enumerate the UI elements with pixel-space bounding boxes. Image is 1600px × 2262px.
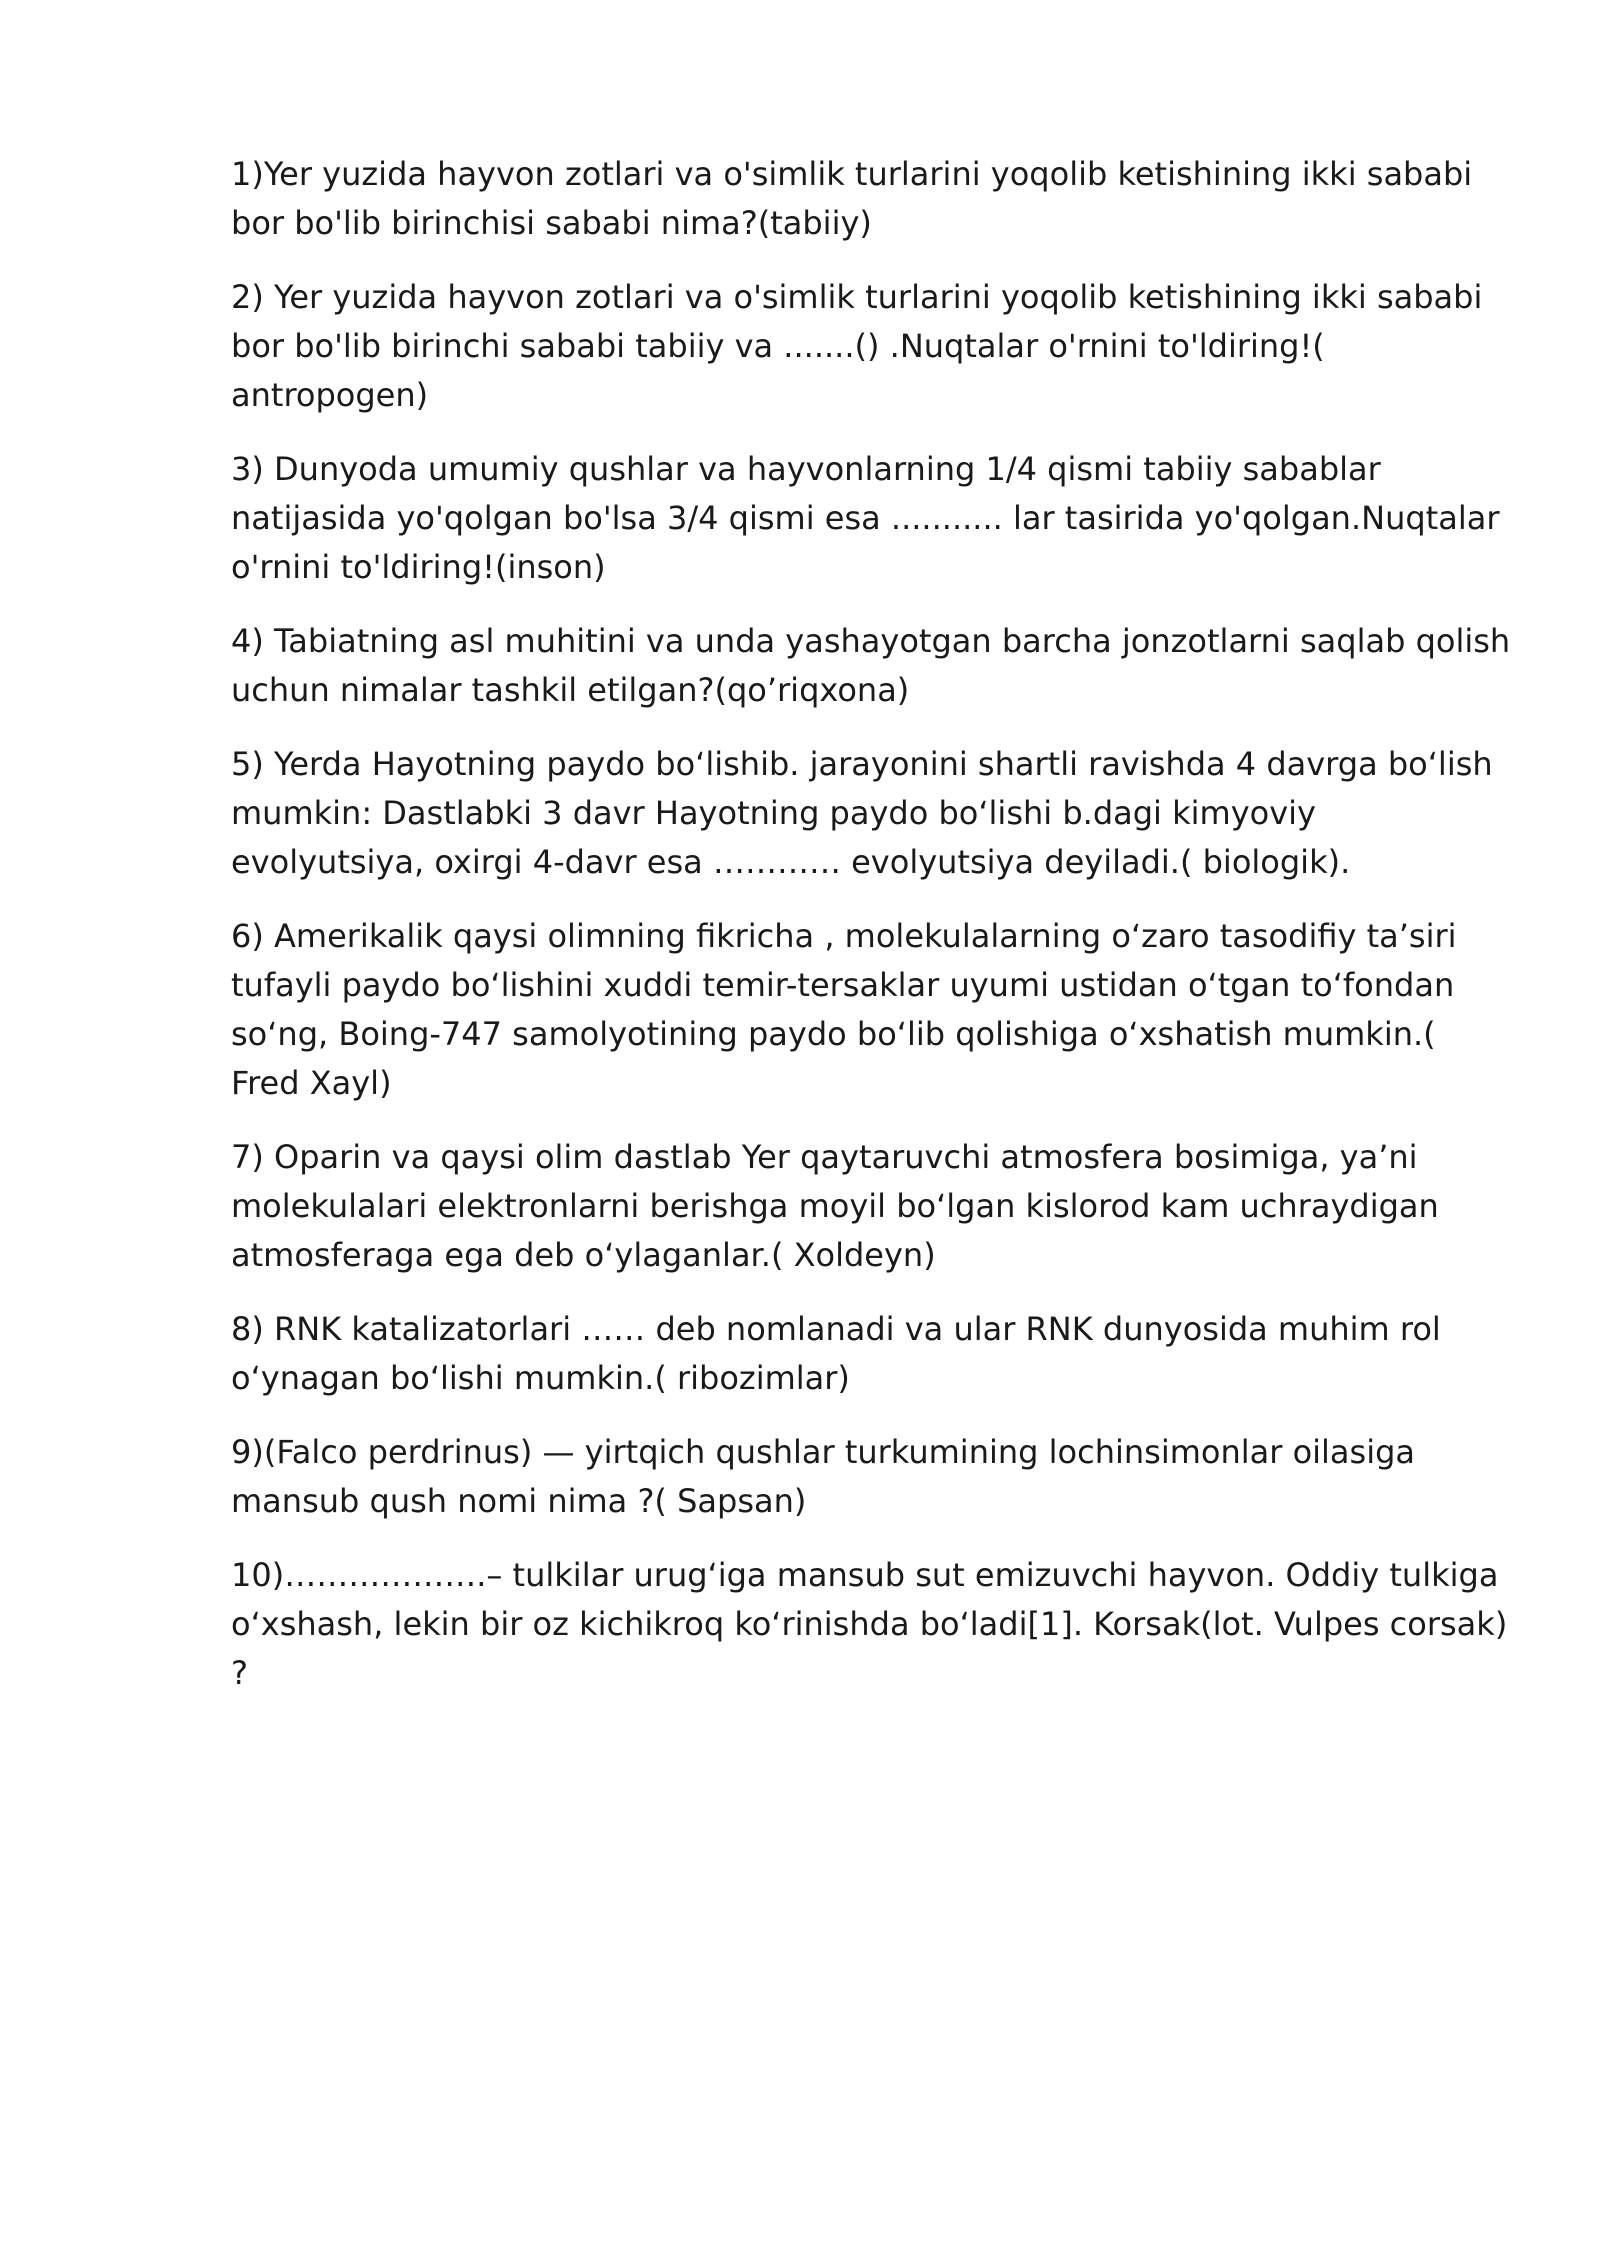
question-10: 10)……………….– tulkilar urugʻiga mansub sut emizuvchi hayvon. Oddiy tulkiga oʻxshash, lekin bir oz kichikroq koʻrinishda boʻladi[1]. Korsak(lot. Vulpes corsak) ?	[231, 1556, 1508, 1692]
question-6: 6) Amerikalik qaysi olimning fikricha , molekulalarning oʻzaro tasodifiy taʼsiri tufayli paydo boʻlishini xuddi temir-tersaklar uyumi ustidan oʻtgan toʻfondan soʻng, Boing-747 samolyotining paydo boʻlib qolishiga oʻxshatish mumkin.( Fred Xayl)	[231, 917, 1457, 1102]
question-2: 2) Yer yuzida hayvon zotlari va o'simlik turlarini yoqolib ketishining ikki sababi bor bo'lib birinchi sababi tabiiy va .......() .Nuqtalar o'rnini to'ldiring!( antropogen)	[231, 278, 1483, 414]
question-list	[231, 150, 1511, 1723]
question-3: 3) Dunyoda umumiy qushlar va hayvonlarning 1/4 qismi tabiiy sabablar natijasida yo'qolgan bo'lsa 3/4 qismi esa ........... lar tasirida yo'qolgan.Nuqtalar o'rnini to'ldiring!(inson)	[231, 450, 1500, 586]
question-7: 7) Oparin va qaysi olim dastlab Yer qaytaruvchi atmosfera bosimiga, yaʼni molekulalari elektronlarni berishga moyil boʻlgan kislorod kam uchraydigan atmosferaga ega deb oʻylaganlar.( Xoldeyn)	[231, 1138, 1439, 1274]
question-9: 9)(Falco perdrinus) — yirtqich qushlar turkumining lochinsimonlar oilasiga mansub qush nomi nima ?( Sapsan)	[231, 1433, 1416, 1520]
question-5: 5) Yerda Hayotning paydo boʻlishib. jarayonini shartli ravishda 4 davrga boʻlish mumkin: Dastlabki 3 davr Hayotning paydo boʻlishi b.dagi kimyoviy evolyutsiya, oxirgi 4-davr esa ………… evolyutsiya deyiladi.( biologik).	[231, 745, 1493, 881]
question-4: 4) Tabiatning asl muhitini va unda yashayotgan barcha jonzotlarni saqlab qolish uchun nimalar tashkil etilgan?(qo’riqxona)	[231, 622, 1511, 709]
question-8: 8) RNK katalizatorlari …… deb nomlanadi va ular RNK dunyosida muhim rol oʻynagan boʻlishi mumkin.( ribozimlar)	[231, 1310, 1441, 1397]
question-1: 1)Yer yuzida hayvon zotlari va o'simlik turlarini yoqolib ketishining ikki sababi bor bo'lib birinchisi sababi nima?(tabiiy)	[231, 155, 1473, 242]
